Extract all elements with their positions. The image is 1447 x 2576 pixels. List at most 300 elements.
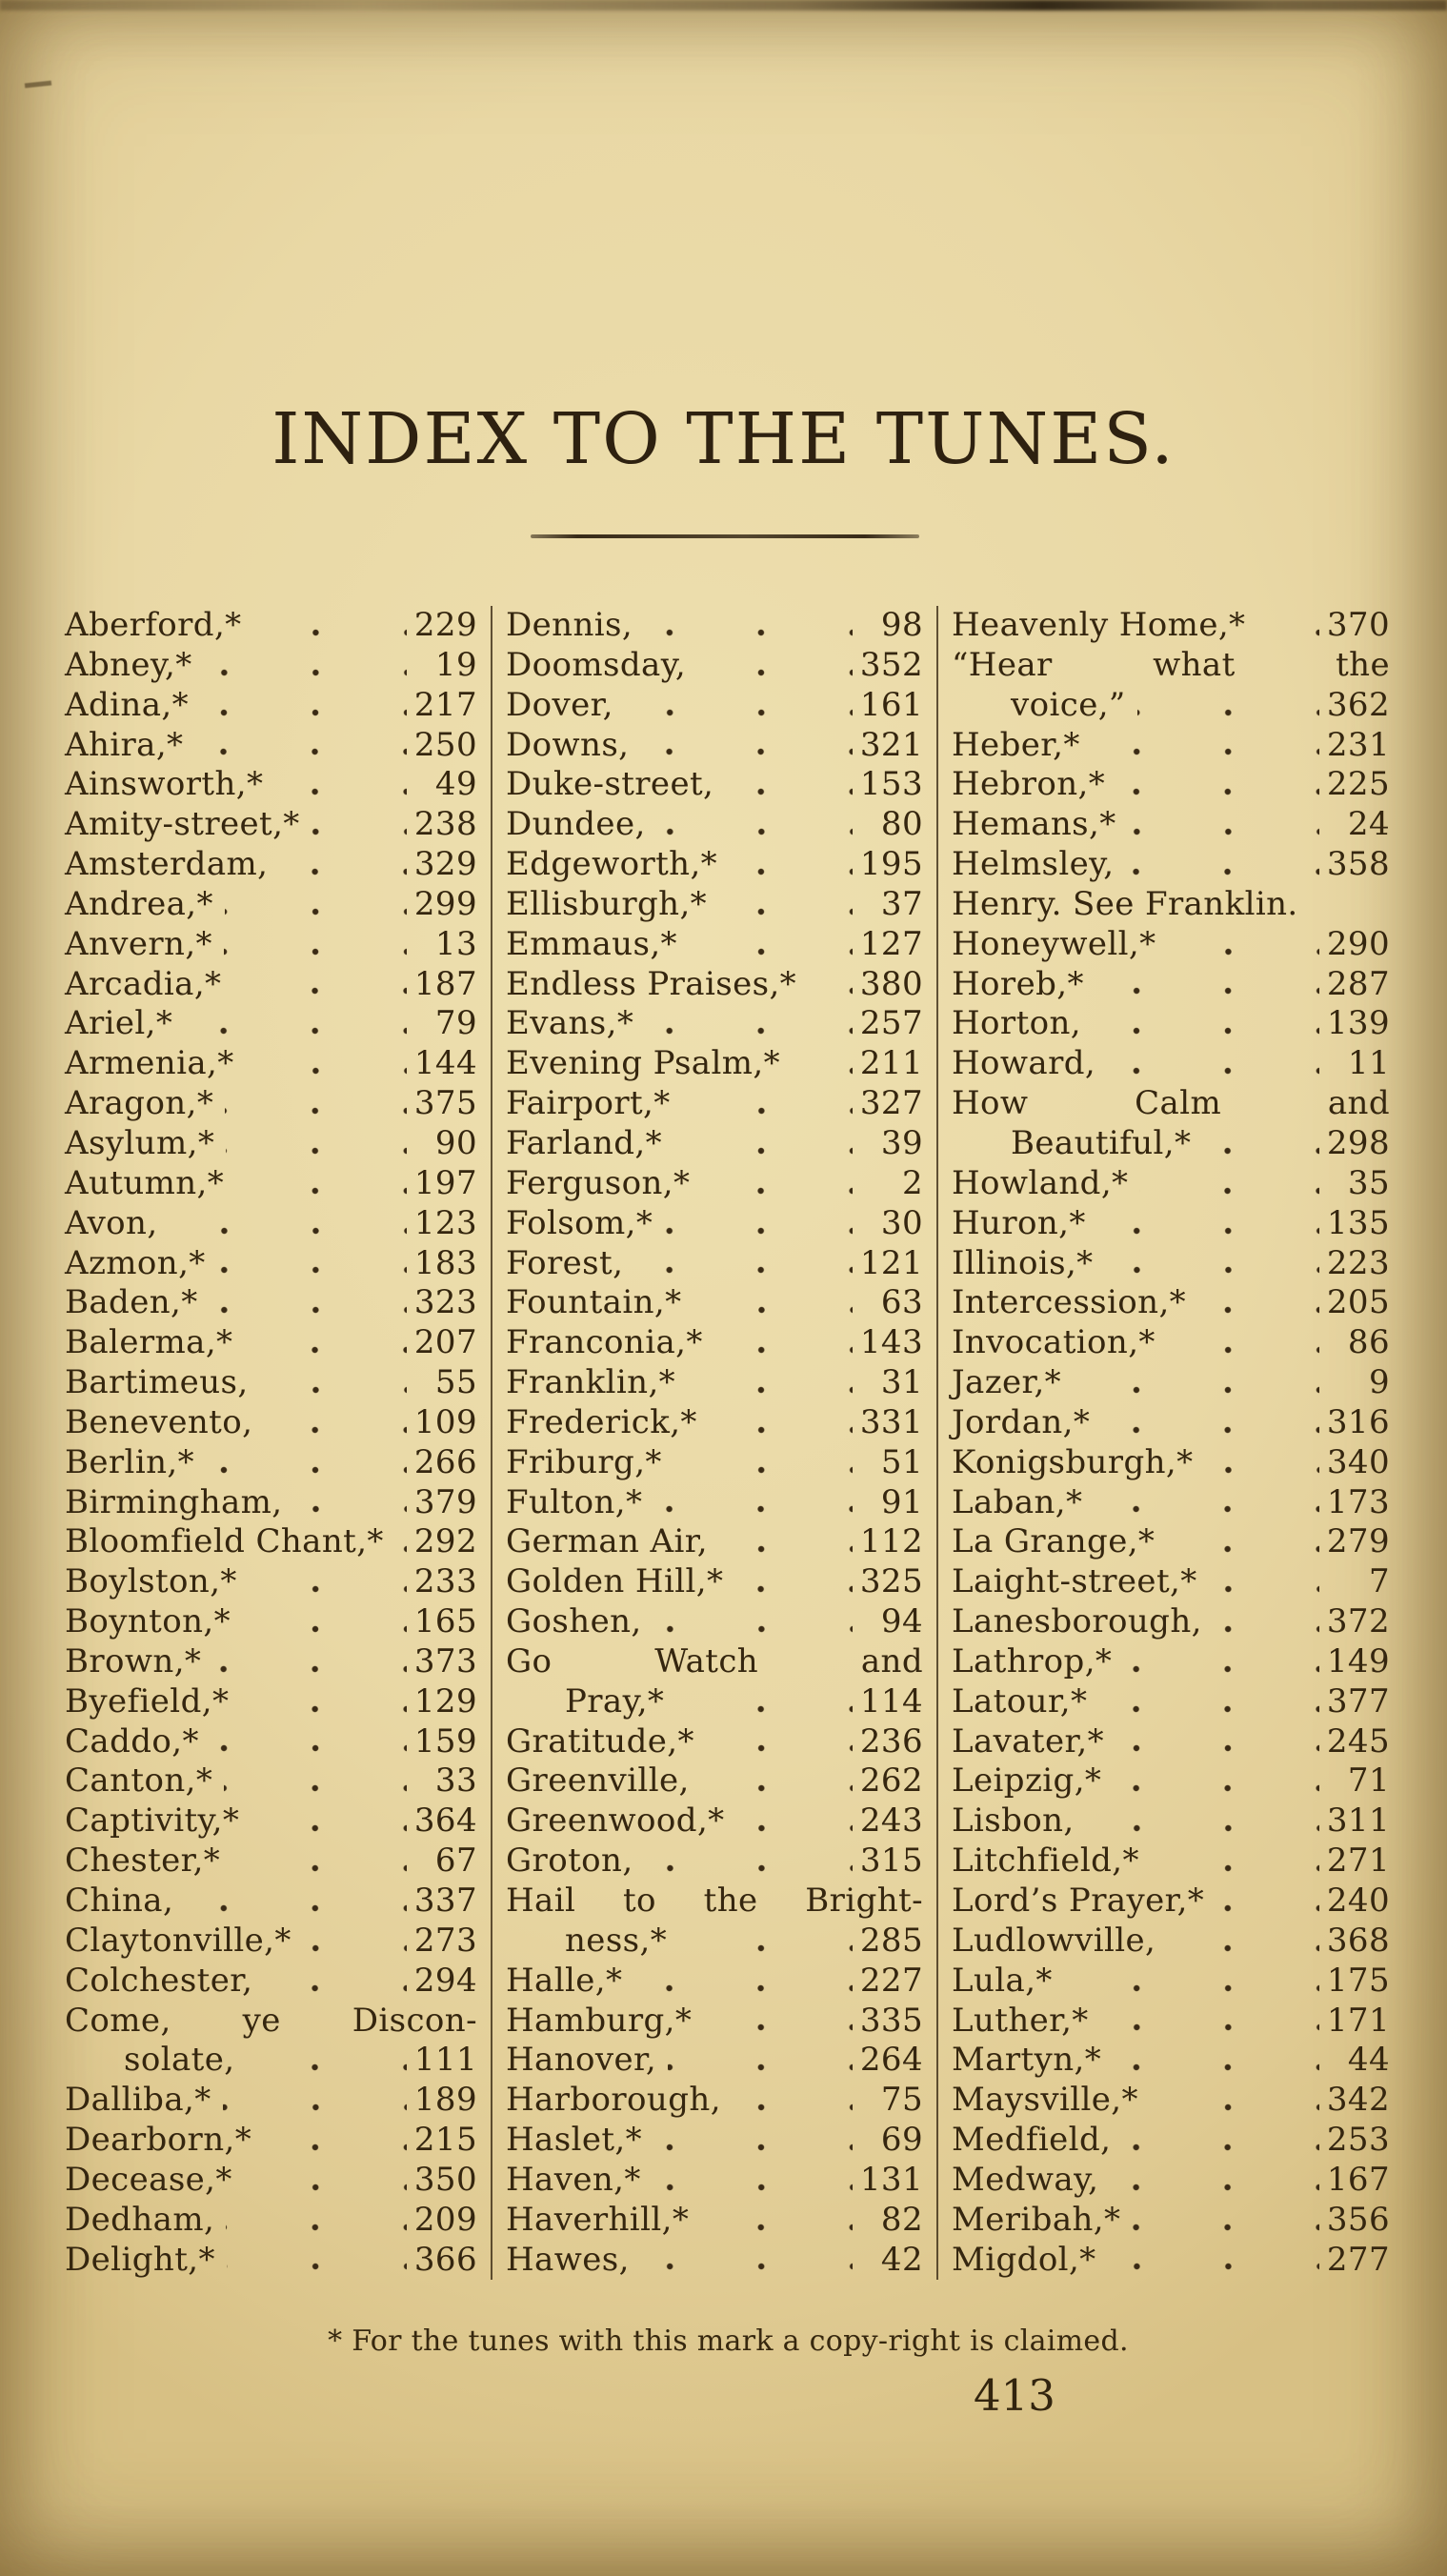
tune-name: Halle,* [506,1961,623,2000]
index-entry [952,1204,1390,1244]
tune-name: Chester,* [65,1841,221,1881]
dot-leader [1256,606,1319,646]
tune-page-number: 7 [1368,1562,1390,1601]
tune-name: Fulton,* [506,1482,643,1521]
dot-leader [678,1922,853,1962]
tune-name: Autumn,* [65,1163,225,1202]
tune-name: Duke-street, [506,765,714,804]
tune-page-number: 165 [413,1602,477,1641]
dot-leader [697,646,853,686]
dot-leader [223,2081,407,2121]
page-number: 413 [974,2370,1055,2421]
dot-leader [210,1283,407,1323]
index-entry [65,1922,477,1962]
index-entry [65,1044,477,1084]
tune-page-number: 2 [901,1163,923,1202]
tune-page-number: 335 [859,2001,923,2040]
tune-name: Henry. See Franklin. [952,884,1298,923]
tune-page-number: 298 [1326,1123,1390,1162]
index-entry [952,1562,1390,1602]
dot-leader [736,1801,853,1841]
dot-leader [703,2002,853,2042]
tune-name: Haven,* [506,2160,641,2199]
index-entry [952,1164,1390,1204]
tune-name: voice,” [1011,685,1126,724]
index-entry [65,1323,477,1363]
tune-page-number: 379 [413,1482,477,1521]
tune-name: Harborough, [506,2081,721,2120]
index-entry [952,1403,1390,1443]
tune-page-number: 240 [1326,1882,1390,1920]
tune-name: Ludlowville, [952,1921,1156,1960]
tune-page-number: 209 [413,2200,477,2239]
tune-page-number: 167 [1326,2160,1390,2199]
dot-leader [706,1722,853,1762]
tune-page-number: 350 [413,2160,477,2199]
tune-page-number: 257 [859,1004,923,1043]
dot-leader [1202,1124,1319,1164]
tune-page-number: 331 [859,1402,923,1441]
dot-leader [1093,1004,1319,1044]
index-entry [506,1841,923,1882]
dot-leader [1168,925,1319,965]
tune-name: Delight,* [65,2240,215,2279]
tune-page-number: 121 [859,1243,923,1282]
tune-page-number: 294 [413,1961,477,2000]
dot-leader [1113,1761,1319,1801]
dot-leader [645,1841,853,1882]
dot-leader [225,885,407,925]
tune-name: Helmsley, [952,845,1115,884]
index-entry [506,805,923,845]
index-entry [65,1483,477,1523]
dot-leader [225,1084,407,1124]
tune-page-number: 189 [413,2081,477,2120]
index-entry [952,1522,1390,1562]
tune-page-number: 299 [413,884,477,923]
tune-page-number: 171 [1326,2001,1390,2040]
dot-leader [204,646,407,686]
tune-name: Illinois,* [952,1243,1094,1282]
dot-leader [235,1164,407,1204]
tune-name: Benevento, [65,1402,253,1441]
tune-page-number: 175 [1326,1961,1390,2000]
dot-leader [1064,1962,1319,2002]
dot-leader [701,1164,853,1204]
title-rule [531,534,919,538]
index-entry [506,1443,923,1483]
tune-name: Edgeworth,* [506,845,718,884]
index-entry [506,1642,923,1682]
index-entry [65,2081,477,2121]
index-entry [65,2121,477,2161]
tune-name: La Grange,* [952,1522,1156,1561]
dot-leader [693,1283,853,1323]
index-entry [506,606,923,646]
dot-leader [303,1922,407,1962]
dot-leader [249,1562,407,1602]
tune-page-number: 63 [880,1283,923,1322]
tune-name: Fountain,* [506,1283,682,1322]
dot-leader [200,686,407,726]
tune-page-number: 79 [434,1004,477,1043]
index-entry [952,845,1390,885]
dot-leader [634,1244,853,1284]
tune-name: Franklin,* [506,1363,676,1402]
dot-leader [701,1761,853,1801]
dot-leader [206,1443,407,1483]
tune-page-number: 69 [880,2121,923,2160]
index-entry [506,1164,923,1204]
tune-name: Hail to the Bright- [506,1882,923,1920]
dot-leader [264,1962,407,2002]
index-entry [65,1841,477,1882]
index-entry [506,1801,923,1841]
dot-leader [640,726,853,766]
index-entry [506,765,923,805]
tune-name: Howland,* [952,1163,1129,1202]
tune-page-number: 19 [434,645,477,684]
index-entry [506,1922,923,1962]
tune-name: Doomsday, [506,645,687,684]
dot-leader [1095,965,1319,1005]
tune-page-number: 366 [413,2240,477,2279]
tune-page-number: 325 [859,1562,923,1601]
tune-page-number: 86 [1347,1323,1390,1362]
dot-leader [653,2161,853,2201]
index-entry [952,1882,1390,1922]
tune-page-number: 321 [859,725,923,764]
tune-name: Avon, [65,1203,158,1242]
tune-page-number: 225 [1326,765,1390,804]
tune-name: Balerma,* [65,1323,233,1362]
dot-leader [734,1562,853,1602]
index-entry [952,2121,1390,2161]
index-entry [506,2041,923,2081]
dot-leader [808,965,853,1005]
dot-leader [244,2161,407,2201]
tune-name: Endless Praises,* [506,964,797,1003]
tune-name: Ainsworth,* [65,765,264,804]
index-entry [952,1682,1390,1722]
tune-name: Medway, [952,2160,1099,2199]
tune-name: Maysville,* [952,2081,1138,2120]
index-entry [65,2201,477,2241]
index-entry [506,1004,923,1044]
tune-page-number: 173 [1326,1482,1390,1521]
dot-leader [227,2241,407,2281]
tune-name: Bartimeus, [65,1363,249,1402]
dot-leader [253,606,407,646]
tune-page-number: 337 [413,1882,477,1920]
tune-name: Dennis, [506,606,633,644]
tune-name: Hemans,* [952,805,1116,844]
dot-leader [645,1004,853,1044]
index-entry [506,1602,923,1642]
dot-leader [232,965,407,1005]
tune-page-number: 327 [859,1084,923,1123]
index-entry [65,726,477,766]
index-entry [952,1004,1390,1044]
tune-page-number: 273 [413,1921,477,1960]
dot-leader [1086,1801,1319,1841]
tune-name: solate, [124,2041,235,2080]
index-entry [65,1443,477,1483]
dot-leader [1115,1722,1319,1762]
index-entry [506,2121,923,2161]
index-entry [952,805,1390,845]
tune-page-number: 231 [1326,725,1390,764]
tune-page-number: 82 [880,2200,923,2239]
dot-leader [689,925,853,965]
dot-leader [1098,1682,1319,1722]
tune-page-number: 370 [1326,606,1390,644]
tune-name: Come, ye Discon- [65,2001,477,2040]
tune-name: Honeywell,* [952,924,1156,963]
tune-page-number: 98 [880,606,923,644]
tune-page-number: 197 [413,1163,477,1202]
index-entry [506,2081,923,2121]
tune-name: Go Watch and [506,1641,923,1680]
dot-leader [184,1004,407,1044]
tune-page-number: 340 [1326,1442,1390,1481]
index-entry [952,965,1390,1005]
dot-leader [709,1403,853,1443]
tune-name: Lathrop,* [952,1641,1113,1680]
index-entry [952,2201,1390,2241]
dot-leader [224,925,407,965]
index-entry [65,1164,477,1204]
dot-leader [1110,2161,1319,2201]
tune-page-number: 207 [413,1323,477,1362]
tune-page-number: 217 [413,685,477,724]
index-entry [65,925,477,965]
tune-page-number: 49 [434,765,477,804]
tune-page-number: 42 [880,2240,923,2279]
index-entry [65,2241,477,2281]
tune-name: Haverhill,* [506,2200,690,2239]
dot-leader [682,1084,853,1124]
index-entry [506,1124,923,1164]
tune-page-number: 290 [1326,924,1390,963]
tune-name: Boylston,* [65,1562,237,1601]
tune-name: Downs, [506,725,630,764]
index-entry [952,2081,1390,2121]
tune-page-number: 33 [434,1761,477,1801]
dot-leader [1214,1602,1319,1642]
tune-name: Heavenly Home,* [952,606,1246,644]
tune-page-number: 279 [1326,1522,1390,1561]
dot-leader [1101,1403,1319,1443]
tune-page-number: 264 [859,2041,923,2080]
tune-name: Dundee, [506,805,646,844]
tune-name: Konigsburgh,* [952,1442,1194,1481]
tune-name: Haslet,* [506,2121,643,2160]
dot-leader [792,1044,853,1084]
dot-leader [625,686,853,726]
index-entry [506,1483,923,1523]
tune-name: Invocation,* [952,1323,1156,1362]
tune-name: Martyn,* [952,2041,1102,2080]
tune-name: Ahira,* [65,725,184,764]
tune-page-number: 315 [859,1841,923,1881]
index-entry [952,1323,1390,1363]
dot-leader [718,885,853,925]
tune-name: Berlin,* [65,1442,195,1481]
tune-name: Bloomfield Chant,* [65,1522,384,1561]
tune-page-number: 311 [1326,1801,1390,1841]
index-entry [952,1642,1390,1682]
tune-page-number: 195 [859,845,923,884]
tune-page-number: 129 [413,1681,477,1721]
dot-leader [170,1204,407,1244]
index-entry [506,965,923,1005]
dot-leader [279,845,407,885]
tune-page-number: 223 [1326,1243,1390,1282]
tune-name: Ariel,* [65,1004,173,1043]
tune-page-number: 187 [413,964,477,1003]
tune-name: Hanover, [506,2041,657,2080]
index-entry [65,1962,477,2002]
dot-leader [226,2201,407,2241]
tune-name: Medfield, [952,2121,1112,2160]
index-entry [506,1962,923,2002]
tune-name: China, [65,1882,174,1920]
dot-leader [657,805,853,845]
index-entry [65,1602,477,1642]
dot-leader [1128,805,1319,845]
tune-page-number: 368 [1326,1921,1390,1960]
index-entry [65,1124,477,1164]
index-entry [952,646,1390,686]
tune-page-number: 91 [880,1482,923,1521]
tune-page-number: 153 [859,765,923,804]
dot-leader [664,1204,853,1244]
index-entry [65,1761,477,1801]
tune-name: Evans,* [506,1004,634,1043]
page-title: INDEX TO THE TUNES. [271,398,1176,480]
tune-page-number: 55 [434,1363,477,1402]
tune-name: Dedham, [65,2200,215,2239]
dot-leader [653,1602,853,1642]
tune-name: Hebron,* [952,765,1106,804]
tune-name: Laight-street,* [952,1562,1197,1601]
tune-name: Claytonville,* [65,1921,291,1960]
tune-page-number: 342 [1326,2081,1390,2120]
tune-page-number: 364 [413,1801,477,1841]
index-entry [506,885,923,925]
tune-page-number: 13 [434,924,477,963]
tune-name: Ellisburgh,* [506,884,708,923]
index-entry [65,1522,477,1562]
tune-name: Pray,* [565,1681,665,1721]
index-entry [952,2041,1390,2081]
dot-leader [644,606,853,646]
tune-name: Litchfield,* [952,1841,1139,1881]
index-entry [952,606,1390,646]
tune-name: Amsterdam, [65,845,269,884]
tune-page-number: 131 [859,2160,923,2199]
dot-leader [263,2121,407,2161]
index-entry [506,1761,923,1801]
tune-name: Decease,* [65,2160,232,2199]
index-entry [506,1562,923,1602]
index-entry [65,1244,477,1284]
index-entry [65,885,477,925]
tune-page-number: 285 [859,1921,923,1960]
dot-leader [212,1642,407,1682]
tune-page-number: 375 [413,1084,477,1123]
index-entry [65,1562,477,1602]
tune-page-number: 183 [413,1243,477,1282]
index-entry [952,2002,1390,2042]
tune-name: Anvern,* [65,924,212,963]
index-entry [506,1363,923,1403]
tune-name: Meribah,* [952,2200,1121,2239]
tune-page-number: 323 [413,1283,477,1322]
left-page-mark [25,81,51,89]
dot-leader [1197,1283,1319,1323]
tune-page-number: 31 [880,1363,923,1402]
dot-leader [185,1882,407,1922]
tune-name: Arcadia,* [65,964,222,1003]
tune-name: Azmon,* [65,1243,206,1282]
index-entry [952,1483,1390,1523]
tune-name: Abney,* [65,645,192,684]
tune-name: Dover, [506,685,613,724]
index-entry [952,1962,1390,2002]
dot-leader [242,1602,407,1642]
index-entry [506,646,923,686]
tune-page-number: 352 [859,645,923,684]
dot-leader [675,1682,853,1722]
tune-page-number: 266 [413,1442,477,1481]
index-entry [506,686,923,726]
index-entry [506,1403,923,1443]
tune-page-number: 135 [1326,1203,1390,1242]
index-entry [506,2201,923,2241]
tune-name: Groton, [506,1841,633,1881]
dot-leader [246,1044,407,1084]
index-entry [65,2002,477,2042]
tune-page-number: 373 [413,1641,477,1680]
dot-leader [700,2201,853,2241]
index-entry [65,1204,477,1244]
index-entry [952,1922,1390,1962]
tune-page-number: 362 [1326,685,1390,724]
tune-name: Heber,* [952,725,1080,764]
index-entry [952,1244,1390,1284]
dot-leader [1097,1204,1319,1244]
tune-name: “Hear what the [952,645,1390,684]
tune-name: Hawes, [506,2240,630,2279]
dot-leader [641,2241,853,2281]
tune-name: Lisbon, [952,1801,1075,1841]
dot-leader [733,2081,853,2121]
index-entry [952,1084,1390,1124]
tune-name: Golden Hill,* [506,1562,724,1601]
index-entry [65,1363,477,1403]
tune-name: Dalliba,* [65,2081,211,2120]
tune-page-number: 159 [413,1721,477,1761]
index-entry [506,1882,923,1922]
tune-name: Aragon,* [65,1084,214,1123]
tune-page-number: 161 [859,685,923,724]
index-entry [65,646,477,686]
tune-name: Dearborn,* [65,2121,252,2160]
tune-name: Ferguson,* [506,1163,691,1202]
index-column-1 [65,606,491,2280]
